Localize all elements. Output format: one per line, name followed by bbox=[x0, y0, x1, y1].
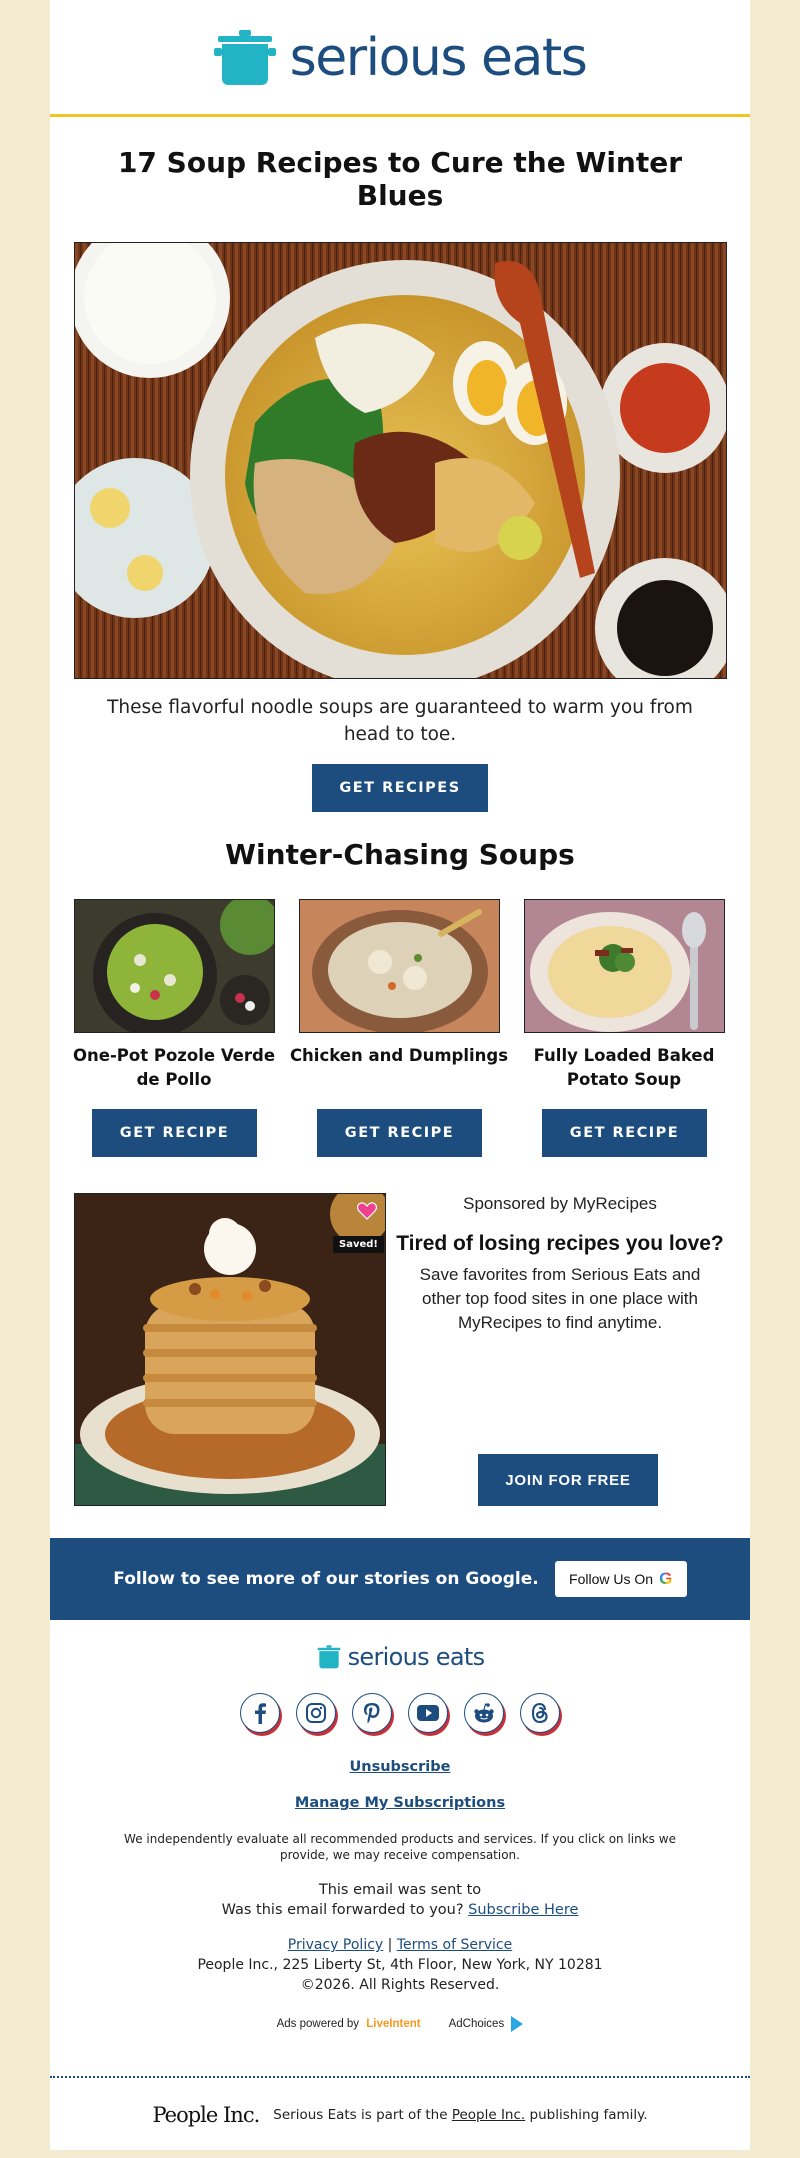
adchoices-icon bbox=[511, 2016, 523, 2032]
pot-logo-icon bbox=[316, 1645, 342, 1669]
header-logo[interactable] bbox=[50, 0, 750, 116]
ad-image[interactable] bbox=[74, 1193, 386, 1506]
manage-subscriptions-link[interactable]: Manage My Subscriptions bbox=[294, 1795, 506, 1811]
ad-body: Save favorites from Serious Eats and other top food sites in one place with MyRecipes to find anytime. bbox=[419, 1265, 701, 1332]
get-recipe-button-pozole[interactable]: GET RECIPE bbox=[92, 1109, 257, 1157]
liveintent-ad-link[interactable] bbox=[277, 2018, 421, 2030]
section-title: Winter-Chasing Soups bbox=[225, 838, 575, 871]
noodle-soup-photo bbox=[75, 243, 727, 679]
ad-headline: Tired of losing recipes you love? bbox=[396, 1232, 724, 1255]
people-inc-logo[interactable]: People Inc. bbox=[152, 2103, 260, 2127]
potato-soup-photo bbox=[525, 900, 725, 1033]
pinterest-icon[interactable] bbox=[352, 1693, 392, 1733]
social-icons bbox=[50, 1693, 750, 1737]
affiliate-disclaimer: We independently evaluate all recommended products and services. If you click on links we provide, we may receive compensation. bbox=[124, 1832, 676, 1862]
recipe-title[interactable]: Chicken and Dumplings bbox=[289, 1046, 509, 1065]
terms-of-service-link[interactable]: Terms of Service bbox=[396, 1937, 513, 1953]
footer-wordmark: serious eats bbox=[347, 1643, 485, 1671]
forwarded-text: Was this email forwarded to you? bbox=[221, 1902, 464, 1918]
facebook-icon[interactable] bbox=[240, 1693, 280, 1733]
recipe-thumb-dumplings[interactable] bbox=[299, 899, 500, 1033]
adchoices-text: AdChoices bbox=[448, 2018, 505, 2031]
google-follow-text: Follow to see more of our stories on Google. bbox=[113, 1569, 539, 1589]
recipe-thumb-pozole[interactable] bbox=[74, 899, 275, 1033]
follow-button-label: Follow Us On bbox=[569, 1571, 654, 1587]
threads-icon[interactable] bbox=[520, 1693, 560, 1733]
google-follow-band bbox=[50, 1538, 750, 1620]
hero-image[interactable] bbox=[74, 242, 727, 679]
instagram-icon[interactable] bbox=[296, 1693, 336, 1733]
legal-block bbox=[50, 1935, 750, 1995]
header-rule bbox=[50, 114, 750, 117]
get-recipes-button[interactable]: GET RECIPES bbox=[312, 764, 488, 812]
saved-badge: Saved! bbox=[333, 1236, 384, 1253]
unsubscribe-link[interactable]: Unsubscribe bbox=[349, 1759, 451, 1775]
copyright: ©2026. All Rights Reserved. bbox=[300, 1977, 500, 1993]
youtube-icon[interactable] bbox=[408, 1693, 448, 1733]
sponsored-label: Sponsored by MyRecipes bbox=[463, 1194, 657, 1213]
heart-icon[interactable] bbox=[357, 1202, 377, 1220]
ads-powered-text: Ads powered by bbox=[276, 2018, 360, 2030]
google-g-icon: G bbox=[659, 1569, 673, 1588]
hero-description: These flavorful noodle soups are guaranteed to warm you from head to toe. bbox=[107, 697, 693, 745]
company-address: People Inc., 225 Liberty St, 4th Floor, New York, NY 10281 bbox=[197, 1957, 603, 1973]
email-card bbox=[50, 0, 750, 2150]
sent-to-block bbox=[50, 1880, 750, 1920]
chicken-dumplings-photo bbox=[300, 900, 500, 1033]
ads-row bbox=[50, 2012, 750, 2036]
footer-logo[interactable] bbox=[50, 1643, 750, 1671]
link-separator: | bbox=[387, 1937, 393, 1953]
recipe-title[interactable]: Fully Loaded Baked Potato Soup bbox=[533, 1046, 715, 1089]
get-recipe-button-potato-soup[interactable]: GET RECIPE bbox=[542, 1109, 707, 1157]
privacy-policy-link[interactable]: Privacy Policy bbox=[287, 1937, 384, 1953]
people-inc-row bbox=[50, 2100, 750, 2130]
recipe-thumb-potato-soup[interactable] bbox=[524, 899, 725, 1033]
get-recipe-button-dumplings[interactable]: GET RECIPE bbox=[317, 1109, 482, 1157]
follow-us-on-google-button[interactable] bbox=[555, 1561, 687, 1597]
join-for-free-button[interactable]: JOIN FOR FREE bbox=[478, 1454, 658, 1506]
family-suffix: publishing family. bbox=[529, 2107, 648, 2123]
pot-logo-icon bbox=[214, 30, 276, 86]
subscribe-here-link[interactable]: Subscribe Here bbox=[468, 1902, 579, 1918]
reddit-icon[interactable] bbox=[464, 1693, 504, 1733]
liveintent-logo: LiveIntent bbox=[366, 2018, 421, 2030]
people-inc-link[interactable]: People Inc. bbox=[451, 2107, 526, 2123]
footer-divider bbox=[50, 2076, 750, 2078]
family-prefix: Serious Eats is part of the bbox=[273, 2107, 448, 2123]
sent-to-text: This email was sent to bbox=[318, 1882, 482, 1898]
adchoices-link[interactable] bbox=[449, 2016, 524, 2032]
pozole-photo bbox=[75, 900, 275, 1033]
publishing-family-text bbox=[273, 2107, 647, 2123]
hero-headline[interactable]: 17 Soup Recipes to Cure the Winter Blues bbox=[117, 146, 683, 212]
logo-wordmark: serious eats bbox=[289, 28, 587, 88]
recipe-title[interactable]: One-Pot Pozole Verde de Pollo bbox=[72, 1046, 276, 1089]
